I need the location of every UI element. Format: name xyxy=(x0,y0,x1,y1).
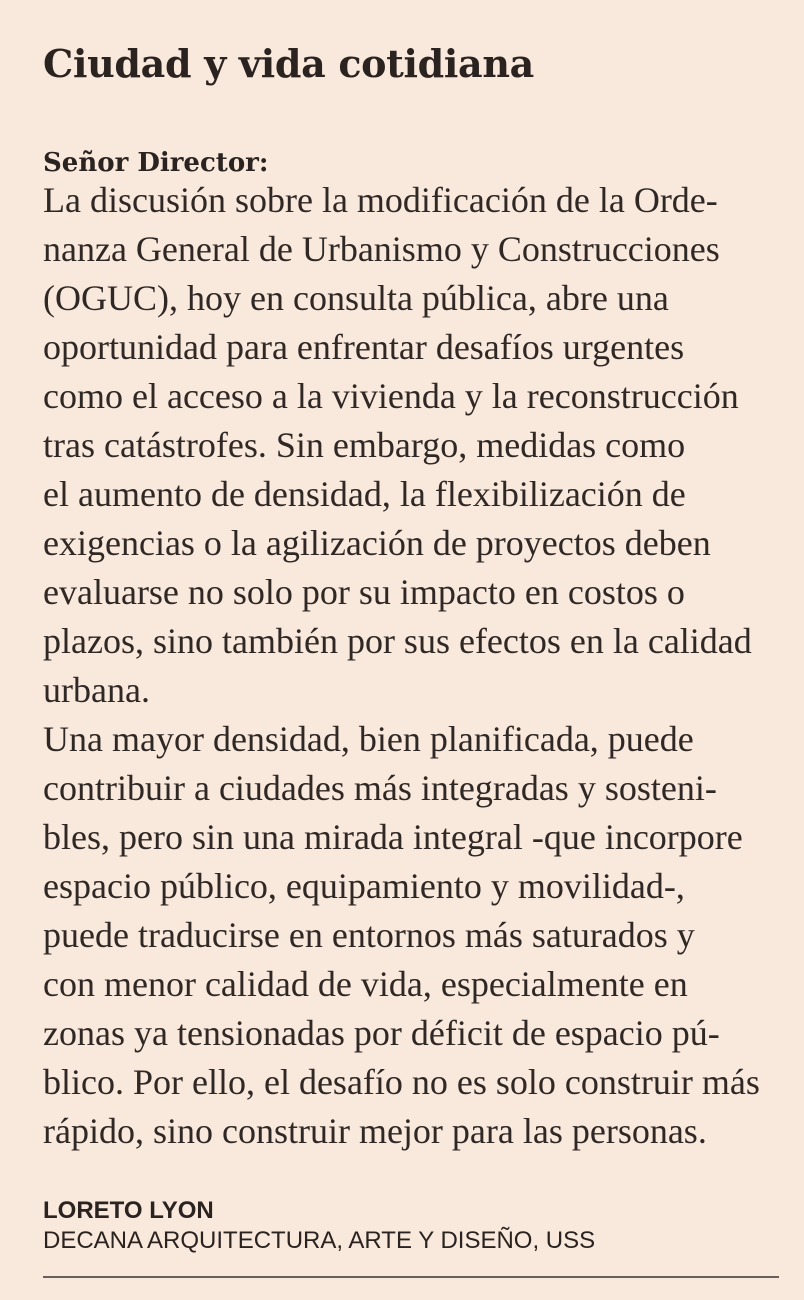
body-line: blico. Por ello, el desafío no es solo construir más xyxy=(43,1062,760,1102)
body-line: con menor calidad de vida, especialmente en xyxy=(43,964,688,1004)
body-line: como el acceso a la vivienda y la reconstrucción xyxy=(43,376,739,416)
letter-salutation: Señor Director: xyxy=(43,148,269,178)
body-line: Una mayor densidad, bien planificada, puede xyxy=(43,719,694,759)
author-title: DECANA ARQUITECTURA, ARTE Y DISEÑO, USS xyxy=(43,1227,596,1254)
body-line: (OGUC), hoy en consulta pública, abre una xyxy=(43,278,669,318)
body-line: contribuir a ciudades más integradas y sosteni- xyxy=(43,768,717,808)
letter-article xyxy=(43,38,783,1151)
body-line: rápido, sino construir mejor para las personas. xyxy=(43,1111,707,1151)
body-line: oportunidad para enfrentar desafíos urgentes xyxy=(43,327,685,367)
body-line: zonas ya tensionadas por déficit de espacio pú- xyxy=(43,1013,720,1053)
letter-signature xyxy=(43,1196,595,1256)
body-line: plazos, sino también por sus efectos en la calidad xyxy=(43,621,752,661)
body-line: evaluarse no solo por su impacto en costos o xyxy=(43,572,685,612)
body-line: bles, pero sin una mirada integral -que incorpore xyxy=(43,817,743,857)
body-line: el aumento de densidad, la flexibilización de xyxy=(43,474,686,514)
body-line: exigencias o la agilización de proyectos deben xyxy=(43,523,711,563)
body-line: nanza General de Urbanismo y Construcciones xyxy=(43,229,720,269)
author-name: LORETO LYON xyxy=(43,1197,214,1224)
body-line: La discusión sobre la modificación de la Orde- xyxy=(43,180,718,220)
body-line: tras catástrofes. Sin embargo, medidas como xyxy=(43,425,686,465)
body-line: urbana. xyxy=(43,670,150,710)
letter-body xyxy=(43,176,783,1156)
letter-headline: Ciudad y vida cotidiana xyxy=(43,41,534,86)
bottom-divider xyxy=(43,1276,779,1278)
body-line: espacio público, equipamiento y movilidad-, xyxy=(43,866,685,906)
body-line: puede traducirse en entornos más saturados y xyxy=(43,915,695,955)
